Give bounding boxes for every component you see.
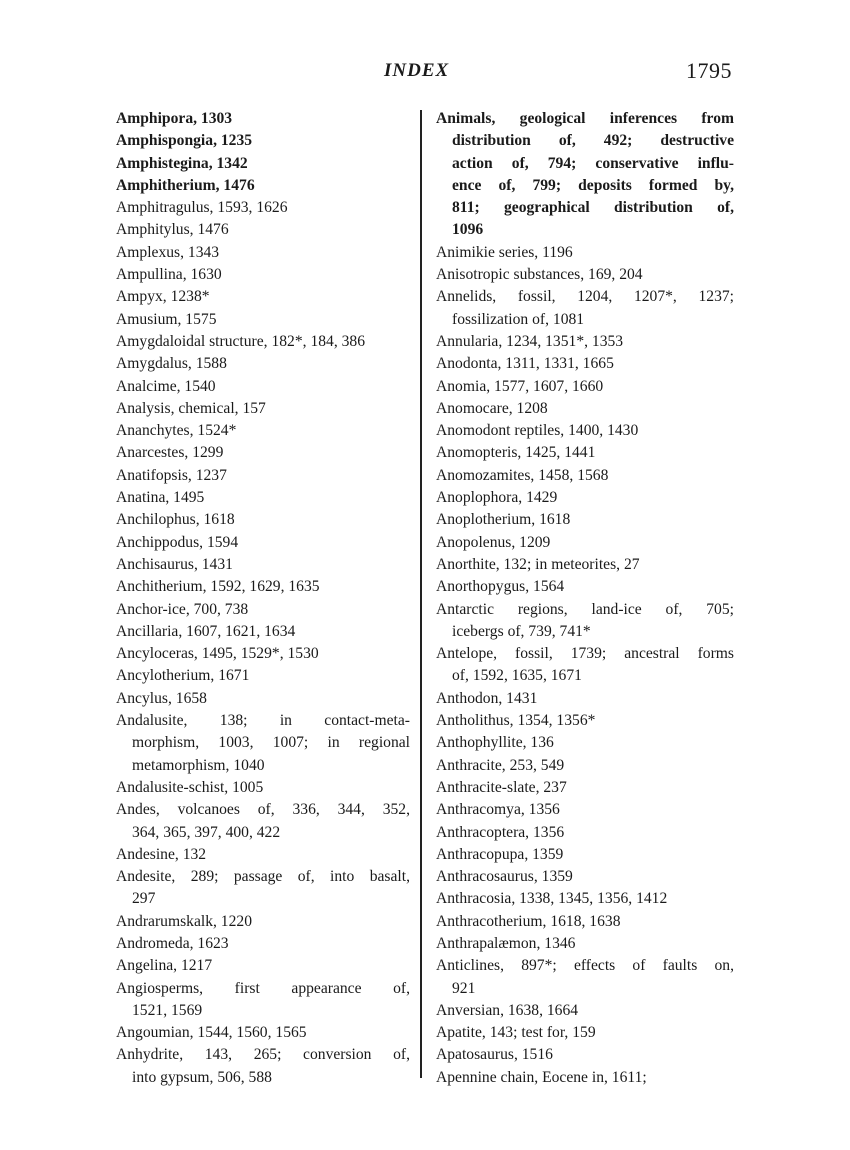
index-entry bbox=[436, 599, 734, 644]
index-entry bbox=[436, 376, 734, 398]
index-entry-line: Ancillaria, 1607, 1621, 1634 bbox=[116, 622, 296, 640]
index-entry-line: Anorthopygus, 1564 bbox=[436, 578, 565, 596]
index-entry-line: Animikie series, 1196 bbox=[436, 243, 573, 261]
index-entry bbox=[436, 911, 734, 933]
index-entry bbox=[436, 554, 734, 576]
index-entry-line: 1521, 1569 bbox=[132, 1001, 203, 1019]
index-entry-line: icebergs of, 739, 741* bbox=[452, 622, 591, 640]
index-entry bbox=[116, 465, 410, 487]
index-entry bbox=[436, 777, 734, 799]
index-entry-line: Ampyx, 1238* bbox=[116, 288, 210, 306]
index-entry bbox=[116, 554, 410, 576]
index-entry-line: Amygdalus, 1588 bbox=[116, 355, 227, 373]
index-entry-line: action of, 794; conservative influ- bbox=[452, 154, 734, 172]
index-entry bbox=[116, 621, 410, 643]
index-entry-line: Anatina, 1495 bbox=[116, 489, 205, 507]
index-entry-line: Andes, volcanoes of, 336, 344, 352, bbox=[116, 801, 410, 819]
index-entry bbox=[116, 1022, 410, 1044]
index-entry-line: Anchilophus, 1618 bbox=[116, 511, 235, 529]
index-entry-line: Anodonta, 1311, 1331, 1665 bbox=[436, 355, 614, 373]
index-entry bbox=[436, 643, 734, 688]
index-entry bbox=[116, 1044, 410, 1089]
index-entry-line: Andromeda, 1623 bbox=[116, 934, 229, 952]
index-entry bbox=[436, 286, 734, 331]
index-entry bbox=[436, 487, 734, 509]
index-entry bbox=[436, 398, 734, 420]
index-entry-line: Amphispongia, 1235 bbox=[116, 132, 253, 150]
index-entry bbox=[436, 888, 734, 910]
index-entry-line: Anatifopsis, 1237 bbox=[116, 466, 227, 484]
index-entry-line: 297 bbox=[132, 890, 156, 908]
index-column-right bbox=[436, 108, 734, 1089]
index-entry-line: Antarctic regions, land-ice of, 705; bbox=[436, 600, 734, 618]
index-entry-line: Anomodont reptiles, 1400, 1430 bbox=[436, 422, 639, 440]
index-entry bbox=[116, 153, 410, 175]
index-entry bbox=[116, 331, 410, 353]
index-entry bbox=[436, 331, 734, 353]
index-entry-line: Anomia, 1577, 1607, 1660 bbox=[436, 377, 604, 395]
index-entry bbox=[116, 309, 410, 331]
index-entry-line: ence of, 799; deposits formed by, bbox=[452, 176, 734, 194]
index-entry-line: Amphitherium, 1476 bbox=[116, 176, 255, 194]
index-entry-line: Andalusite, 138; in contact-meta- bbox=[116, 712, 410, 730]
index-entry bbox=[116, 599, 410, 621]
index-entry bbox=[116, 398, 410, 420]
index-entry bbox=[436, 844, 734, 866]
index-entry bbox=[436, 442, 734, 464]
index-entry bbox=[116, 487, 410, 509]
index-entry-line: 364, 365, 397, 400, 422 bbox=[132, 823, 281, 841]
index-entry bbox=[116, 978, 410, 1023]
index-entry-line: Anomopteris, 1425, 1441 bbox=[436, 444, 596, 462]
index-entry bbox=[116, 108, 410, 130]
index-entry bbox=[116, 130, 410, 152]
index-entry-line: Anarcestes, 1299 bbox=[116, 444, 224, 462]
index-column-left bbox=[116, 108, 410, 1089]
index-entry-line: Apatosaurus, 1516 bbox=[436, 1046, 553, 1064]
index-entry-line: Anomozamites, 1458, 1568 bbox=[436, 466, 609, 484]
index-entry-line: Anthracomya, 1356 bbox=[436, 801, 560, 819]
index-entry bbox=[116, 688, 410, 710]
index-entry-line: Anthrapalæmon, 1346 bbox=[436, 934, 576, 952]
index-entry-line: Ananchytes, 1524* bbox=[116, 422, 237, 440]
index-entry-line: Anthracosia, 1338, 1345, 1356, 1412 bbox=[436, 890, 668, 908]
index-entry bbox=[436, 509, 734, 531]
column-divider bbox=[420, 110, 422, 1078]
index-entry bbox=[436, 353, 734, 375]
index-entry bbox=[116, 376, 410, 398]
index-entry bbox=[116, 420, 410, 442]
index-entry-line: Angoumian, 1544, 1560, 1565 bbox=[116, 1024, 307, 1042]
index-entry-line: Anthracite-slate, 237 bbox=[436, 778, 567, 796]
index-entry-line: morphism, 1003, 1007; in regional bbox=[132, 734, 410, 752]
index-entry-line: Anchitherium, 1592, 1629, 1635 bbox=[116, 578, 320, 596]
index-entry bbox=[436, 822, 734, 844]
index-entry bbox=[436, 420, 734, 442]
index-entry bbox=[436, 264, 734, 286]
index-entry bbox=[436, 710, 734, 732]
index-entry-line: Amphistegina, 1342 bbox=[116, 154, 248, 172]
index-entry bbox=[436, 688, 734, 710]
index-entry-line: Anhydrite, 143, 265; conversion of, bbox=[116, 1046, 410, 1064]
index-entry bbox=[116, 264, 410, 286]
index-entry bbox=[436, 732, 734, 754]
index-entry-line: Anchippodus, 1594 bbox=[116, 533, 239, 551]
page-header-title: INDEX bbox=[384, 60, 450, 81]
index-entry-line: Annularia, 1234, 1351*, 1353 bbox=[436, 332, 624, 350]
index-entry bbox=[436, 955, 734, 1000]
index-entry-line: Amusium, 1575 bbox=[116, 310, 217, 328]
index-entry bbox=[116, 175, 410, 197]
index-entry bbox=[436, 242, 734, 264]
index-entry-line: Andesite, 289; passage of, into basalt, bbox=[116, 868, 410, 886]
index-entry bbox=[436, 465, 734, 487]
index-entry bbox=[116, 710, 410, 777]
index-entry-line: Andalusite-schist, 1005 bbox=[116, 778, 264, 796]
index-entry bbox=[436, 933, 734, 955]
index-entry bbox=[116, 911, 410, 933]
index-entry-line: Apennine chain, Eocene in, 1611; bbox=[436, 1068, 647, 1086]
index-entry-line: Apatite, 143; test for, 159 bbox=[436, 1024, 596, 1042]
index-entry-line: 921 bbox=[452, 979, 476, 997]
index-entry-line: Anthophyllite, 136 bbox=[436, 734, 554, 752]
index-entry bbox=[436, 1000, 734, 1022]
index-entry bbox=[116, 844, 410, 866]
index-entry bbox=[116, 242, 410, 264]
index-entry-line: Ancylus, 1658 bbox=[116, 689, 207, 707]
index-entry-line: Andrarumskalk, 1220 bbox=[116, 912, 252, 930]
index-entry-line: Anthodon, 1431 bbox=[436, 689, 538, 707]
index-entry-line: Annelids, fossil, 1204, 1207*, 1237; bbox=[436, 288, 734, 306]
index-entry bbox=[116, 933, 410, 955]
index-entry-line: Analcime, 1540 bbox=[116, 377, 216, 395]
index-entry-line: Amygdaloidal structure, 182*, 184, 386 bbox=[116, 332, 366, 350]
index-entry bbox=[436, 1022, 734, 1044]
index-entry bbox=[116, 576, 410, 598]
index-entry bbox=[436, 1044, 734, 1066]
index-entry-line: Angelina, 1217 bbox=[116, 957, 213, 975]
index-entry-line: into gypsum, 506, 588 bbox=[132, 1068, 272, 1086]
index-entry-line: Anthracotherium, 1618, 1638 bbox=[436, 912, 621, 930]
index-entry-line: Anopolenus, 1209 bbox=[436, 533, 551, 551]
index-entry-line: 1096 bbox=[452, 221, 484, 239]
index-entry bbox=[436, 576, 734, 598]
index-entry bbox=[116, 286, 410, 308]
index-entry-line: Anoplotherium, 1618 bbox=[436, 511, 571, 529]
index-entry-line: Anthracopupa, 1359 bbox=[436, 845, 564, 863]
page-number: 1795 bbox=[686, 58, 732, 83]
index-entry-line: Anisotropic substances, 169, 204 bbox=[436, 266, 643, 284]
index-entry bbox=[436, 799, 734, 821]
index-entry-line: distribution of, 492; destructive bbox=[452, 132, 734, 150]
index-entry bbox=[116, 197, 410, 219]
index-entry-line: Anthracosaurus, 1359 bbox=[436, 868, 573, 886]
index-entry-line: Antelope, fossil, 1739; ancestral forms bbox=[436, 645, 734, 663]
index-entry-line: Analysis, chemical, 157 bbox=[116, 399, 266, 417]
index-entry bbox=[116, 799, 410, 844]
index-entry-line: Anomocare, 1208 bbox=[436, 399, 548, 417]
index-entry-line: Anchisaurus, 1431 bbox=[116, 555, 233, 573]
index-entry-line: Amphipora, 1303 bbox=[116, 110, 233, 127]
index-entry bbox=[116, 665, 410, 687]
index-entry-line: Anversian, 1638, 1664 bbox=[436, 1001, 579, 1019]
index-entry-line: 811; geographical distribution of, bbox=[452, 199, 734, 217]
index-entry bbox=[116, 442, 410, 464]
index-entry bbox=[436, 1067, 734, 1089]
index-entry bbox=[436, 108, 734, 242]
index-entry-line: Andesine, 132 bbox=[116, 845, 207, 863]
index-entry bbox=[116, 353, 410, 375]
index-entry bbox=[116, 866, 410, 911]
index-entry bbox=[116, 643, 410, 665]
index-entry-line: Anoplophora, 1429 bbox=[436, 489, 558, 507]
index-entry-line: Amplexus, 1343 bbox=[116, 243, 220, 261]
index-entry-line: Angiosperms, first appearance of, bbox=[116, 979, 410, 997]
index-entry bbox=[436, 866, 734, 888]
index-entry bbox=[116, 955, 410, 977]
index-entry-line: Antholithus, 1354, 1356* bbox=[436, 712, 596, 730]
index-entry-line: Anthracoptera, 1356 bbox=[436, 823, 565, 841]
index-entry-line: Animals, geological inferences from bbox=[436, 110, 734, 127]
index-entry-line: Anticlines, 897*; effects of faults on, bbox=[436, 957, 734, 975]
index-entry-line: Ancylotherium, 1671 bbox=[116, 667, 250, 685]
index-entry-line: of, 1592, 1635, 1671 bbox=[452, 667, 582, 685]
index-entry-line: Amphitylus, 1476 bbox=[116, 221, 229, 239]
index-entry-line: metamorphism, 1040 bbox=[132, 756, 265, 774]
index-entry-line: Amphitragulus, 1593, 1626 bbox=[116, 199, 288, 217]
index-entry bbox=[436, 755, 734, 777]
index-entry-line: fossilization of, 1081 bbox=[452, 310, 585, 328]
index-entry-line: Ancyloceras, 1495, 1529*, 1530 bbox=[116, 645, 319, 663]
index-entry-line: Anchor-ice, 700, 738 bbox=[116, 600, 249, 618]
index-entry bbox=[116, 532, 410, 554]
index-entry bbox=[116, 777, 410, 799]
index-entry bbox=[436, 532, 734, 554]
index-entry bbox=[116, 509, 410, 531]
index-entry-line: Anorthite, 132; in meteorites, 27 bbox=[436, 555, 640, 573]
index-entry-line: Ampullina, 1630 bbox=[116, 266, 222, 284]
index-entry bbox=[116, 219, 410, 241]
index-entry-line: Anthracite, 253, 549 bbox=[436, 756, 565, 774]
